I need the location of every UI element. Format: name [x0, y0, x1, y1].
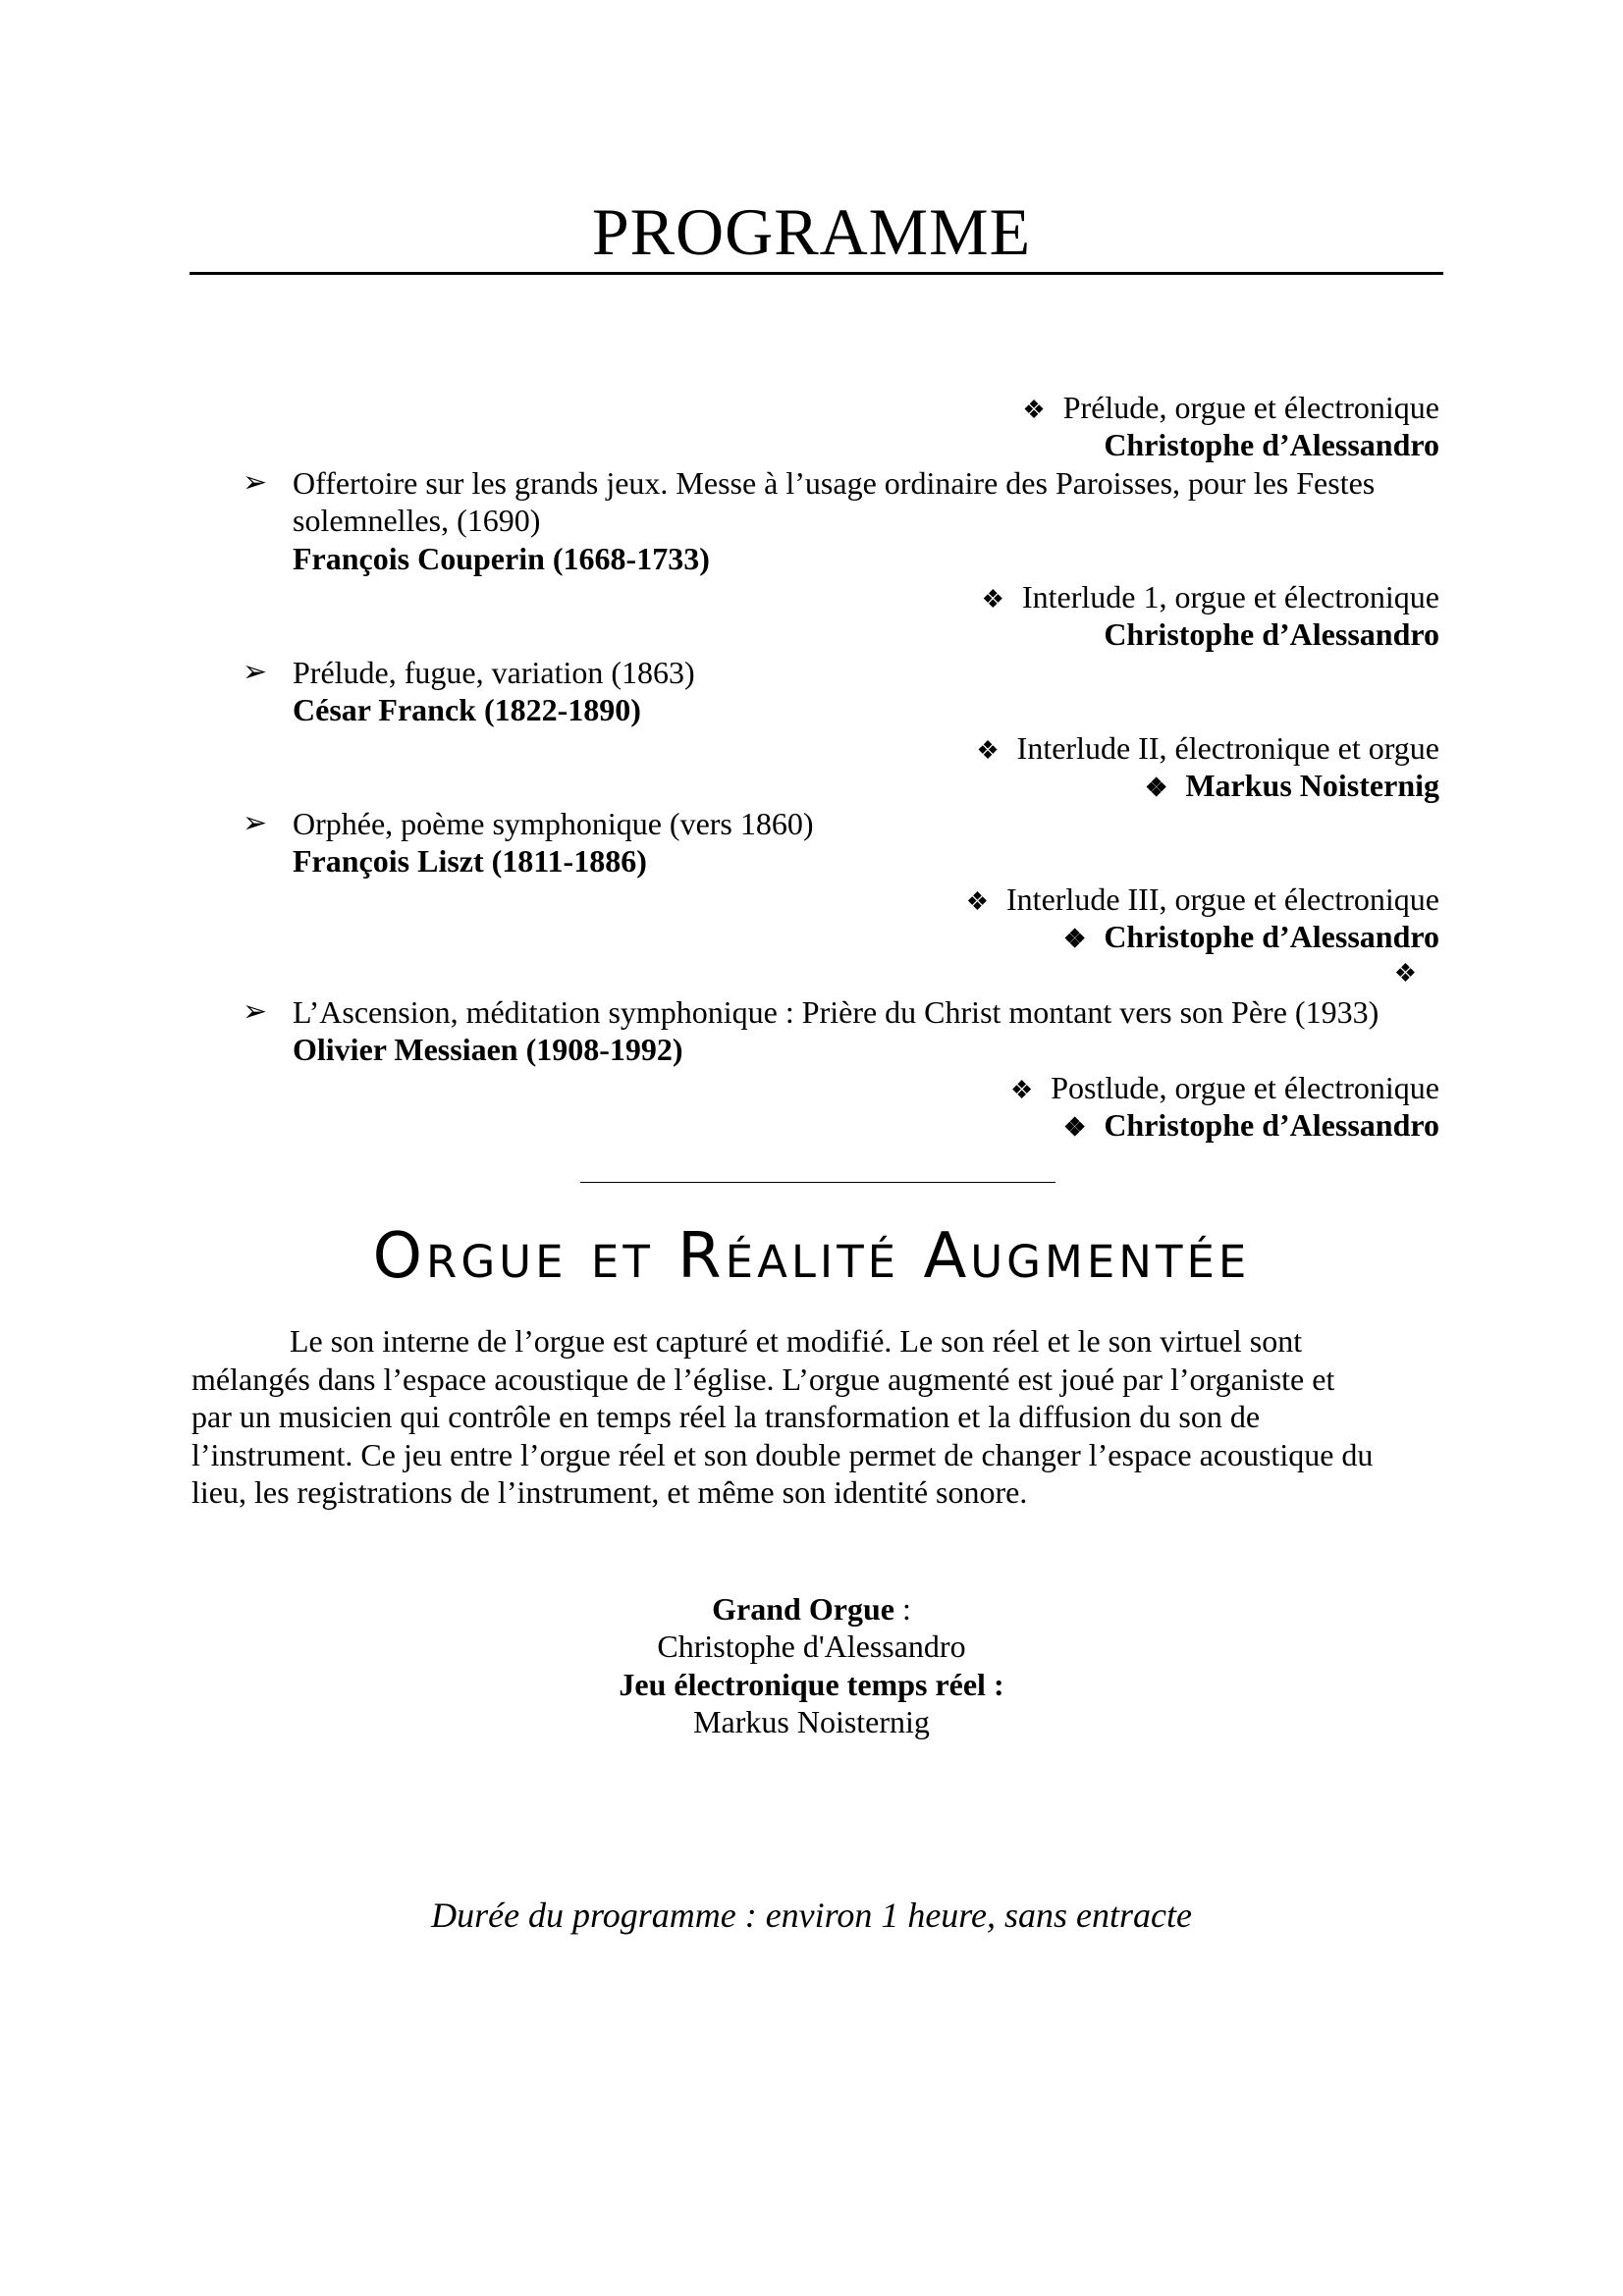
- item4-title: L’Ascension, méditation symphonique : Prière du Christ montant vers son Père (1933): [293, 994, 1380, 1030]
- organ-credit-colon: :: [893, 1591, 911, 1627]
- diamond-bullet-icon: ❖: [1009, 1076, 1034, 1104]
- interlude3-title: Interlude III, orgue et électronique: [1006, 881, 1439, 917]
- organ-credit-label: Grand Orgue: [712, 1591, 894, 1627]
- program-duration: Durée du programme : environ 1 heure, sans entracte: [431, 1896, 1192, 1935]
- interlude3-composer-line: [1063, 918, 1439, 958]
- diamond-bullet-icon: ❖: [965, 887, 990, 916]
- diamond-bullet-icon: ❖: [1145, 774, 1168, 802]
- prelude-composer: Christophe d’Alessandro: [1104, 427, 1439, 462]
- item3-title: Orphée, poème symphonique (vers 1860): [293, 806, 814, 841]
- item4-composer: Olivier Messiaen (1908-1992): [293, 1032, 683, 1067]
- interlude2-title: Interlude II, électronique et orgue: [1016, 730, 1439, 766]
- interlude2-composer: Markus Noisternig: [1185, 768, 1439, 803]
- prelude-title: Prélude, orgue et électronique: [1062, 390, 1439, 425]
- item1-title-line2: solemnelles, (1690): [293, 503, 541, 538]
- item1-title-line1: Offertoire sur les grands jeux. Messe à l’usage ordinaire des Paroisses, pour les Festes: [293, 465, 1376, 501]
- diamond-bullet-icon: ❖: [1063, 1113, 1087, 1142]
- interlude1-title-line: [982, 578, 1439, 618]
- postlude-title-line: [1010, 1069, 1439, 1109]
- paragraph-line: lieu, les registrations de l’instrument, et même son identité sonore.: [191, 1474, 1028, 1510]
- item2-title: Prélude, fugue, variation (1863): [293, 655, 695, 690]
- interlude1-title: Interlude 1, orgue et électronique: [1021, 579, 1439, 614]
- paragraph-line: l’instrument. Ce jeu entre l’orgue réel et son double permet de changer l’espace acoustique du: [191, 1436, 1374, 1472]
- item2-composer: César Franck (1822-1890): [293, 692, 641, 727]
- paragraph-line: Le son interne de l’orgue est capturé et modifié. Le son réel et le son virtuel sont: [290, 1323, 1303, 1359]
- postlude-composer-line: [1063, 1106, 1439, 1147]
- organ-credit-label-line: [0, 1590, 1623, 1628]
- paragraph-line: mélangés dans l’espace acoustique de l’église. L’orgue augmenté est joué par l’organiste et: [191, 1361, 1335, 1397]
- interlude2-title-line: [976, 729, 1439, 770]
- prelude-title-line: [1022, 389, 1439, 429]
- organ-credit-name: Christophe d'Alessandro: [657, 1629, 966, 1664]
- diamond-bullet-icon: ❖: [1393, 959, 1417, 988]
- interlude3-composer: Christophe d’Alessandro: [1104, 919, 1439, 954]
- postlude-title: Postlude, orgue et électronique: [1051, 1070, 1439, 1105]
- diamond-bullet-icon: ❖: [981, 585, 1004, 614]
- arrow-bullet-icon: ➢: [243, 466, 268, 499]
- section-heading: Orgue et Réalité Augmentée: [372, 1220, 1251, 1293]
- electronics-credit-label: Jeu électronique temps réel :: [619, 1667, 1004, 1702]
- electronics-credit-name: Markus Noisternig: [693, 1704, 930, 1739]
- interlude3-title-line: [966, 881, 1439, 921]
- section-divider: [580, 1182, 1055, 1183]
- page-title: PROGRAMME: [591, 194, 1032, 269]
- arrow-bullet-icon: ➢: [243, 656, 268, 688]
- arrow-bullet-icon: ➢: [243, 995, 268, 1028]
- description-paragraph: [191, 1322, 1438, 1512]
- interlude2-composer-line: [1145, 767, 1439, 807]
- diamond-bullet-icon: ❖: [1022, 396, 1046, 424]
- interlude1-composer: Christophe d’Alessandro: [1104, 616, 1439, 652]
- item1-composer: François Couperin (1668-1733): [293, 541, 710, 576]
- postlude-composer: Christophe d’Alessandro: [1104, 1107, 1439, 1143]
- diamond-bullet-icon: ❖: [1063, 925, 1087, 953]
- item3-composer: François Liszt (1811-1886): [293, 843, 647, 879]
- diamond-bullet-icon: ❖: [976, 736, 1000, 765]
- title-underline: [189, 272, 1443, 275]
- paragraph-line: par un musicien qui contrôle en temps réel la transformation et la diffusion du son de: [191, 1399, 1261, 1434]
- arrow-bullet-icon: ➢: [243, 807, 268, 839]
